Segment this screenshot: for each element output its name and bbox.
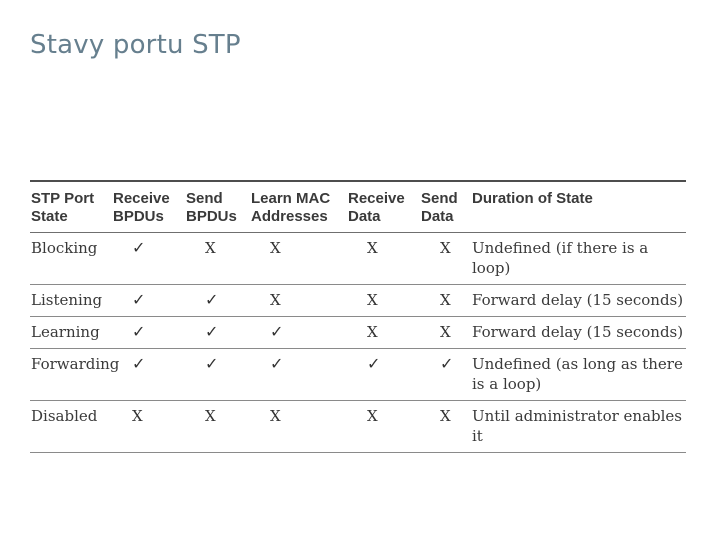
duration-line: Forward delay (15 seconds) [472, 291, 684, 309]
check-mark-icon: ✓ [205, 290, 219, 309]
check-mark-icon: ✓ [205, 354, 219, 373]
check-mark-icon: ✓ [270, 322, 284, 341]
cross-mark-icon: X [205, 239, 216, 257]
check-mark-icon: ✓ [132, 290, 146, 309]
cross-mark-icon: X [440, 323, 451, 341]
table-header-row [30, 181, 686, 233]
cell-port-state: Forwarding [31, 355, 120, 373]
header-receive-bpdus: Receive BPDUs [113, 190, 170, 225]
header-receive-data: Receive Data [348, 190, 405, 225]
table-row [30, 401, 686, 453]
cross-mark-icon: X [270, 407, 281, 425]
check-mark-icon: ✓ [367, 354, 381, 373]
table-row [30, 285, 686, 317]
cell-duration [471, 401, 686, 453]
header-learn-mac-addresses: Learn MAC Addresses [251, 190, 331, 225]
stp-port-states-table [30, 180, 686, 453]
check-mark-icon: ✓ [132, 354, 146, 373]
cross-mark-icon: X [270, 291, 281, 309]
cell-duration [471, 285, 686, 317]
duration-line: Undefined (as long as there [472, 355, 683, 373]
cell-duration [471, 349, 686, 401]
cell-port-state: Listening [31, 291, 103, 309]
cross-mark-icon: X [367, 239, 378, 257]
cell-port-state: Learning [31, 323, 100, 341]
header-send-data: Send Data [421, 190, 458, 225]
cell-duration [471, 233, 686, 285]
cell-port-state: Blocking [31, 239, 98, 257]
cross-mark-icon: X [440, 239, 451, 257]
cross-mark-icon: X [440, 407, 451, 425]
cross-mark-icon: X [205, 407, 216, 425]
table-row [30, 233, 686, 285]
cross-mark-icon: X [132, 407, 143, 425]
cross-mark-icon: X [367, 291, 378, 309]
header-duration-of-state: Duration of State [472, 190, 593, 207]
cross-mark-icon: X [367, 323, 378, 341]
check-mark-icon: ✓ [205, 322, 219, 341]
check-mark-icon: ✓ [440, 354, 454, 373]
header-stp-port-state: STP Port State [31, 190, 95, 225]
check-mark-icon: ✓ [270, 354, 284, 373]
cross-mark-icon: X [440, 291, 451, 309]
header-send-bpdus: Send BPDUs [186, 190, 237, 225]
duration-line: Until administrator enables it [472, 407, 683, 445]
slide-title: Stavy portu STP [30, 30, 241, 60]
table-body [30, 233, 686, 453]
cross-mark-icon: X [270, 239, 281, 257]
check-mark-icon: ✓ [132, 238, 146, 257]
table-row [30, 349, 686, 401]
cross-mark-icon: X [367, 407, 378, 425]
duration-line: Forward delay (15 seconds) [472, 323, 684, 341]
duration-line: is a loop) [472, 375, 542, 393]
table-row [30, 317, 686, 349]
cell-port-state: Disabled [31, 407, 98, 425]
check-mark-icon: ✓ [132, 322, 146, 341]
duration-line: Undefined (if there is a loop) [472, 239, 649, 277]
cell-duration [471, 317, 686, 349]
